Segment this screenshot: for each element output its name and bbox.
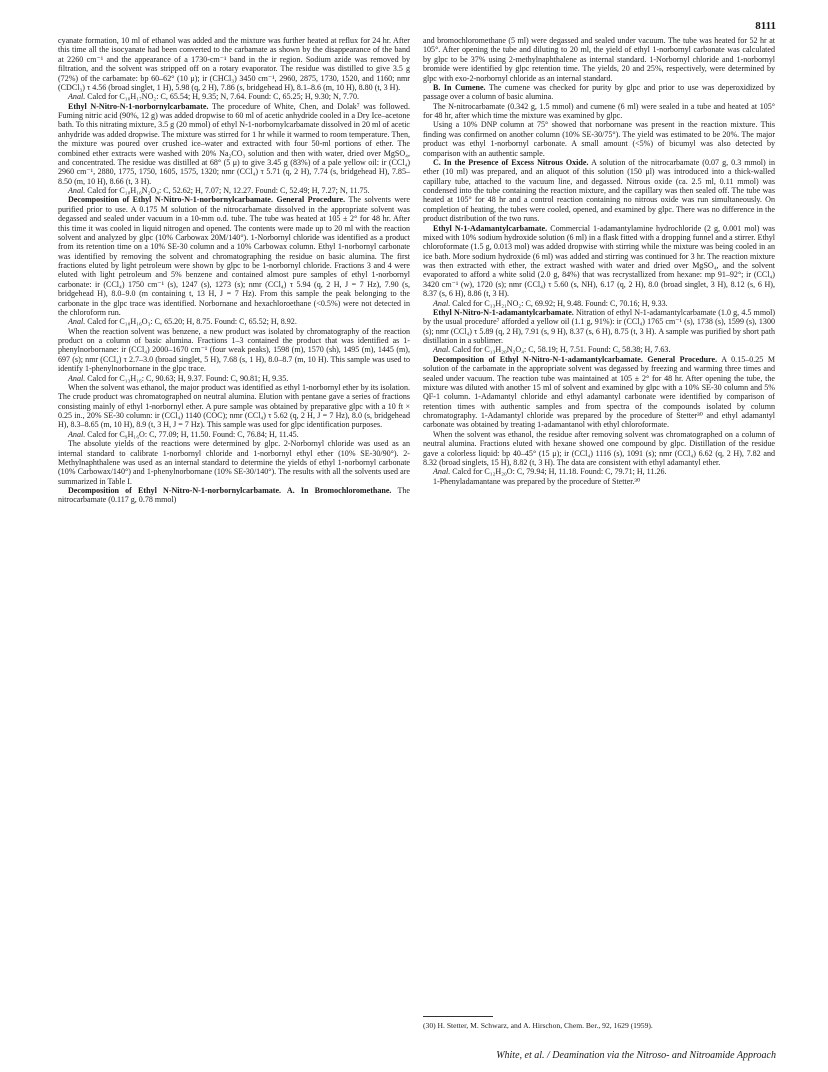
analysis-text: Calcd for C₁₀H₁₇NO₂: C, 65.54; H, 9.35; N, 7.64. Found: C, 65.25; H, 9.30; N, 7.70. (87, 92, 359, 102)
left-column (58, 36, 410, 505)
analysis-text: Calcd for C₁₀H₁₆O₃: C, 65.20; H, 8.75. Found: C, 65.52; H, 8.92. (87, 317, 297, 327)
paragraph-text: A 0.15–0.25 M solution of the carbamate in the appropriate solvent was degassed by freezing and warming three times and sealed under vacuum. The reaction tube was maintained at 105 ± 2° for 48 hr. After opening the tube, the mixture was diluted with another 15 ml of solvent and examined by glpc with a 10% SE-30 column and 5% QF-1 column. 1-Adamantyl chloride and ethyl adamantyl carbonate were identified by comparison of retention times with authentic samples and from spectra of the compounds isolated by column chromatography. 1-Adamantyl chloride was prepared by the procedure of Stetter³⁰ and ethyl adamantyl carbonate was obtained by treating 1-adamantanol with ethyl chloroformate. (423, 354, 776, 430)
paragraph (58, 374, 410, 383)
paragraph-text: Nitration of ethyl N-1-adamantylcarbamate (1.0 g, 4.5 mmol) by the usual procedure⁷ afforded a yellow oil (1.1 g, 91%): ir (CCl₄) 1765 cm⁻¹ (s), 1738 (s), 1599 (s), 1300 (s); nmr (CCl₄) τ 5.89 (q, 2 H), 7.91 (s, 9 H), 8.37 (s, 6 H), 8.75 (t, 3 H). A sample was purified by short path distillation in a sublimer. (423, 307, 776, 345)
section-heading: Decomposition of Ethyl N-Nitro-N-1-norbornylcarbamate. A. In Bromochloromethane. (68, 486, 392, 495)
running-footer: White, et al. / Deamination via the Nitroso- and Nitroamide Approach (496, 1050, 776, 1061)
paragraph (423, 83, 775, 102)
analysis-label: Anal. (433, 345, 451, 355)
paragraph-text: cyanate formation, 10 ml of ethanol was added and the mixture was further heated at reflux for 24 hr. After this time all the isocyanate had been converted to the carbamate as shown by the disappearance of the band at 2260 cm⁻¹ and the appearance of a 1730-cm⁻¹ band in the ir region. Sodium azide was removed by filtration, and the solvent was stripped off on a rotary evaporator. The residue was distilled to give 3.5 g (72%) of the carbamate: bp 60–62° (10 μ); ir (CHCl₃) 3450 cm⁻¹, 2960, 2875, 1730, 1520, and 1160; nmr (CDCl₃) τ 4.56 (broad singlet, 1 H), 5.98 (q, 2 H), 7.86 (s, bridgehead H), 8.1–8.6 (m, 10 H), 8.80 (t, 3 H). (58, 36, 410, 92)
footnote-rule (423, 1016, 493, 1017)
paragraph (423, 430, 775, 468)
paragraph (423, 224, 775, 299)
paragraph (58, 195, 410, 317)
analysis-label: Anal. (68, 186, 86, 195)
section-heading: Decomposition of Ethyl N-Nitro-N-1-adamantylcarbamate. General Procedure. (433, 354, 718, 364)
right-column (423, 36, 775, 486)
analysis-text: Calcd for C₁₃H₁₆: C, 90.63; H, 9.37. Found: C, 90.81; H, 9.35. (87, 373, 289, 383)
paragraph (58, 186, 410, 195)
analysis-text: Calcd for C₁₃H₂₀N₂O₄: C, 58.19; H, 7.51. Found: C, 58.38; H, 7.63. (452, 345, 671, 355)
paragraph (423, 355, 775, 430)
analysis-label: Anal. (68, 92, 86, 102)
analysis-label: Anal. (68, 373, 86, 383)
analysis-label: Anal. (433, 467, 451, 477)
page-number: 8111 (755, 20, 776, 32)
analysis-label: Anal. (68, 317, 86, 327)
paragraph-text: The N-nitrocarbamate (0.342 g, 1.5 mmol) and cumene (6 ml) were sealed in a tube and heated at 105° for 48 hr, after which time the mixture was examined by glpc. (423, 101, 775, 120)
paragraph (58, 430, 410, 439)
paragraph (58, 486, 410, 505)
analysis-text: Calcd for C₁₀H₁₆N₂O₄: C, 52.62; H, 7.07; N, 12.27. Found: C, 52.49; H, 7.27; N, 11.75. (87, 186, 370, 195)
paragraph (423, 467, 775, 476)
paragraph-text: Commercial 1-adamantylamine hydrochloride (2 g, 0.001 mol) was mixed with 10% sodium hydroxide solution (6 ml) in a flask fitted with a dropping funnel and a stirrer. Ethyl chloroformate (1.5 g, 0.013 mol) was added dropwise with stirring while the mixture was being cooled in an ice bath. More sodium hydroxide (6 ml) was added and stirring was continued for 3 hr. The reaction mixture was then extracted with ether, the extract washed with water and dried over MgSO₄, and the solvent evaporated to afford a white solid (2.0 g, 84%) that was recrystallized from hexane: mp 91–92°; ir (CCl₄) 3420 cm⁻¹ (w), 1720 (s); nmr (CCl₄) τ 5.60 (s, NH), 6.17 (q, 2 H), 8.0 (broad singlet, 3 H), 8.12 (s, 6 H), 8.37 (s, 6 H), 8.86 (t, 3 H). (423, 223, 776, 299)
paragraph-text: When the solvent was ethanol, the major product was identified as ethyl 1-norbornyl ether by its isolation. The crude product was chromatographed on neutral alumina. Elution with pentane gave a series of fractions consisting mainly of ethyl 1-norbornyl ether. A pure sample was obtained by preparative glpc with a 10 ft × 0.25 in., 20% SE-30 column: ir (CCl₄) 1140 (COC); nmr (CCl₄) τ 5.62 (q, 2 H, J = 7 Hz), 8.0 (s, bridgehead H), 8.3–8.65 (m, 10 H), 8.9 (t, 3 H, J = 7 Hz). This sample was used for glpc identification purposes. (58, 382, 410, 430)
section-heading: Ethyl N-1-Adamantylcarbamate. (433, 223, 548, 233)
section-heading: Ethyl N-Nitro-N-1-norbornylcarbamate. (68, 101, 209, 111)
paragraph-text: The solvents were purified prior to use. A 0.175 M solution of the nitrocarbamate dissolved in the appropriate solvent was degassed and sealed under vacuum in a 10-mm o.d. tube. The tube was heated at 105 ± 2° for 48 hr. After this time it was cooled in liquid nitrogen and opened. The contents were made up to 20 ml with the reaction solvent and analyzed by glpc (10% Carbowax 20M/140°). 1-Norbornyl chloride was identified as a product from its retention time on a 10% SE-30 column and a 10% Carbowax column. Ethyl 1-norbornyl carbonate was identified by removing the solvent and chromatographing the residue on basic alumina. The first fractions eluted by light petroleum were shown by glpc to be 1-norbornyl chloride. Fractions 3 and 4 were eluted with light petroleum and 5% benzene and contained almost pure samples of ethyl 1-norbornyl carbonate: ir (CCl₄) 1750 cm⁻¹ (s), 1247 (s), 1273 (s); nmr (CCl₄) τ 5.94 (q, 2 H, J = 7 Hz), 7.90 (s, bridgehead H), 8.0–9.0 (m containing t, 13 H, J = 7 Hz). From this sample the peak belonging to the carbonate in the glpc trace was identified. Norbornane and hexachloroethane (<0.5%) were not detected in the chloroform run. (58, 195, 410, 317)
analysis-text: Calcd for C₉H₁₆O: C, 77.09; H, 11.50. Found: C, 76.84; H, 11.45. (87, 429, 299, 439)
paragraph (58, 317, 410, 326)
paragraph-text: 1-Phenyladamantane was prepared by the procedure of Stetter.³⁰ (433, 476, 641, 486)
analysis-label: Anal. (68, 429, 86, 439)
paragraph (58, 327, 410, 374)
paragraph (423, 345, 775, 354)
paragraph (423, 158, 775, 224)
paragraph (58, 383, 410, 430)
paragraph (58, 36, 410, 92)
paragraph-text: The cumene was checked for purity by glpc and prior to use was deperoxidized by passage over a column of basic alumina. (423, 82, 775, 102)
paragraph (423, 308, 775, 346)
paragraph-text: Using a 10% DNP column at 75° showed that norbornane was present in the reaction mixture. This finding was confirmed on another column (10% SE-30/75°). The yield was estimated to be 20%. The major product was ethyl 1-norbornyl carbonate. A small amount (<5%) of bicumyl was also detected by comparison with an authentic sample. (423, 120, 775, 158)
paragraph-text: and bromochloromethane (5 ml) were degassed and sealed under vacuum. The tube was heated for 52 hr at 105°. After opening the tube and diluting to 20 ml, the yield of ethyl 1-norbornyl carbonate was calculated by glpc to be 37% using 2-methylnaphthalene as internal standard. 1-Norbornyl chloride and 1-norbornyl bromide were identified by glpc retention time. The yields, 20 and 25%, respectively, were determined by glpc with exo-2-norbornyl chloride as an internal standard. (423, 36, 775, 83)
analysis-label: Anal. (433, 298, 451, 308)
section-heading: B. In Cumene. (433, 82, 486, 92)
paragraph (423, 102, 775, 121)
paragraph-text: A solution of the nitrocarbamate (0.07 g, 0.3 mmol) in ether (10 ml) was prepared, and an aliquot of this solution (150 μl) was introduced into a thick-walled capillary tube, attached to the vacuum line, and degassed. Nitrous oxide (ca. 2.5 ml, 0.11 mmol) was condensed into the tube containing the reaction mixture, and the capillary was then sealed off. The tube was heated at 105° for 48 hr and a control reaction containing no nitrous oxide was run simultaneously. On completion of heating, the tubes were cooled, opened, and examined by glpc. There was no difference in the product distribution of the two runs. (423, 157, 775, 224)
paragraph (423, 36, 775, 83)
paragraph-text: The nitrocarbamate (0.117 g, 0.78 mmol) (58, 486, 410, 505)
paragraph (423, 299, 775, 308)
section-heading: C. In the Presence of Excess Nitrous Oxide. (433, 157, 589, 167)
paragraph (58, 92, 410, 101)
footnote: (30) H. Stetter, M. Schwarz, and A. Hirschon, Chem. Ber., 92, 1629 (1959). (423, 1021, 653, 1030)
paragraph-text: When the reaction solvent was benzene, a new product was isolated by chromatography of the reaction product on a column of basic alumina. Fractions 1–3 contained the product that was identified as 1-phenylnorbornane: ir (CCl₄) 2000–1670 cm⁻¹ (four weak peaks), 1598 (m), 1570 (sh), 1495 (m), 1445 (m), 697 (s); nmr (CCl₄) τ 2.7–3.0 (broad singlet, 5 H), 7.68 (s, 1 H), 8.0–8.7 (m, 10 H). This sample was used to identify 1-phenylnorbornane in the glpc trace. (58, 326, 410, 374)
analysis-text: Calcd for C₁₂H₂₀O: C, 79.94; H, 11.18. Found: C, 79.71; H, 11.26. (452, 467, 667, 477)
paragraph (58, 102, 410, 186)
paragraph-text: The procedure of White, Chen, and Dolak⁷ was followed. Fuming nitric acid (90%, 12 g) was added dropwise to 60 ml of acetic anhydride cooled in a Dry Ice–acetone bath. To this nitrating mixture, 3.5 g (20 mmol) of ethyl N-1-norbornylcarbamate dissolved in 20 ml of acetic anhydride was added dropwise. The mixture was stirred for 1 hr while it warmed to room temperature. Then, the mixture was poured over crushed ice–water and extracted with four 50-ml portions of ether. The combined ether extracts were washed with 20% Na₂CO₃ solution and then with water, dried over MgSO₄, and concentrated. The residue was distilled at 68° (5 μ) to give 3.45 g (83%) of a pale yellow oil: ir (CCl₄) 2960 cm⁻¹, 2880, 1775, 1750, 1605, 1575, 1320; nmr (CCl₄) τ 5.71 (q, 2 H), 7.74 (s, bridgehead H), 7.85–8.50 (m, 10 H), 8.66 (t, 3 H). (58, 101, 410, 186)
paragraph (423, 120, 775, 158)
paragraph-text: The absolute yields of the reactions were determined by glpc. 2-Norbornyl chloride was used as an internal standard to calibrate 1-norbornyl chloride and 1-norbornyl ethyl ether (10% SE-30/90°). 2-Methylnaphthalene was used as an internal standard to determine the yields of ethyl 1-norbornyl carbonate (10% Carbowax/140°) and 1-phenylnorbornane (10% SE-30/140°). The results with all the solvents used are summarized in Table I. (58, 439, 410, 486)
section-heading: Ethyl N-Nitro-N-1-adamantylcarbamate. (433, 307, 574, 317)
analysis-text: Calcd for C₁₃H₂₁NO₂: C, 69.92; H, 9.48. Found: C, 70.16; H, 9.33. (452, 298, 668, 308)
paragraph (423, 477, 775, 486)
paragraph-text: When the solvent was ethanol, the residue after removing solvent was chromatographed on a column of neutral alumina. Fractions eluted with hexane showed one compound by glpc. Distillation of the residue gave a colorless liquid: bp 40–45° (15 μ); ir (CCl₄) 1116 (s), 1091 (s); nmr (CCl₄) 6.62 (q, 2 H), 7.82 and 8.32 (broad singlets, 15 H), 8.82 (t, 3 H). The data are consistent with ethyl adamantyl ether. (423, 429, 775, 467)
paragraph (58, 439, 410, 486)
section-heading: Decomposition of Ethyl N-Nitro-N-1-norbornylcarbamate. General Procedure. (68, 195, 346, 205)
